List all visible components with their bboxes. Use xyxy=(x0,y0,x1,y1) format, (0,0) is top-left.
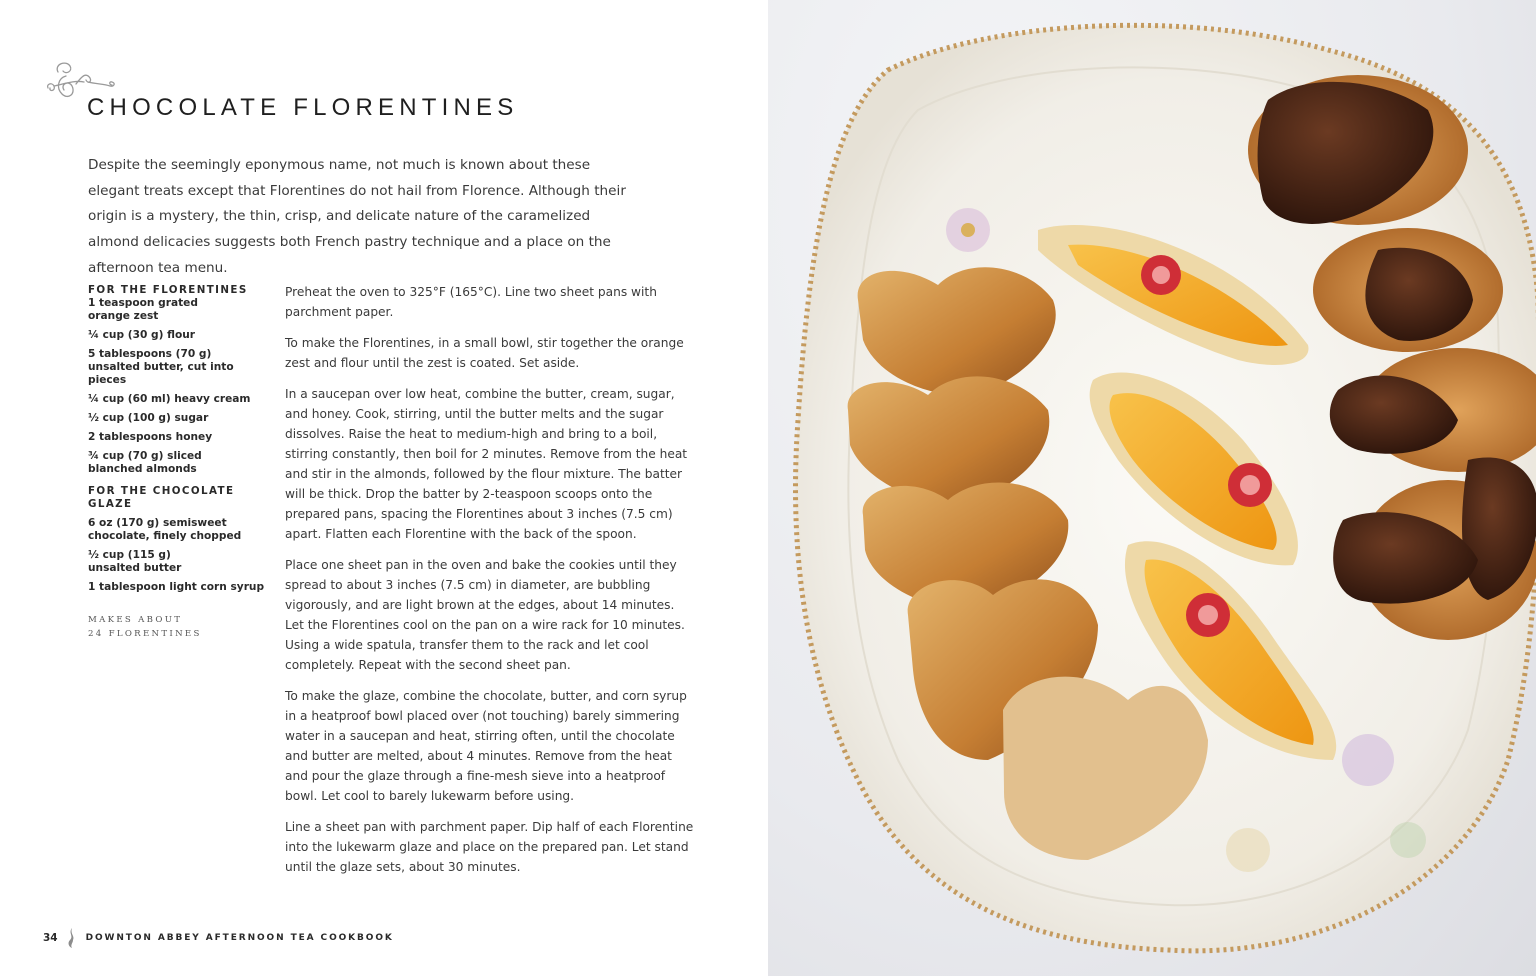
recipe-title: CHOCOLATE FLORENTINES xyxy=(87,94,519,121)
pastry-plate-illustration xyxy=(768,0,1536,976)
method-step: To make the glaze, combine the chocolate, butter, and corn syrup in a heatproof bowl placed over (not touching) barely simmering water in a saucepan and heat, stirring often, until the chocolate and butter are melted, about 4 minutes. Remove from the heat and pour the glaze through a fine-mesh sieve into a heatproof bowl. Let cool to barely lukewarm before using. xyxy=(285,689,687,803)
method-step: In a saucepan over low heat, combine the butter, cream, sugar, and honey. Cook, stirring, until the butter melts and the sugar dissolves. Raise the heat to medium-high and bring to a boil, stirring constantly, then boil for 2 minutes. Remove from the heat and stir in the almonds, followed by the flour mixture. The batter will be thick. Drop the batter by 2-teaspoon scoops onto the prepared pans, spacing the Florentines about 3 inches (7.5 cm) apart. Flatten each Florentine with the back of the spoon. xyxy=(285,387,688,541)
ingredients-list xyxy=(88,284,268,641)
page-footer xyxy=(43,928,394,948)
ingredient-item: ½ cup (115 g) unsalted butter xyxy=(88,549,182,574)
yield-line: MAKES ABOUT xyxy=(88,615,183,625)
ingredient-group-heading: FOR THE CHOCOLATE GLAZE xyxy=(88,485,235,510)
ingredient-item: ¾ cup (70 g) sliced blanched almonds xyxy=(88,450,202,475)
page-number: 34 xyxy=(43,932,58,944)
ingredient-group-florentines xyxy=(88,284,268,476)
ingredient-item: ¼ cup (30 g) flour xyxy=(88,329,196,341)
ingredient-item: ¼ cup (60 ml) heavy cream xyxy=(88,393,251,405)
intro-paragraph: Despite the seemingly eponymous name, not much is known about these elegant treats except that Florentines do not hail from Florence. Although their origin is a mystery, the thin, crisp, and delicate nature of the caramelized almond delicacies suggests both French pastry technique and a place on the afternoon tea menu. xyxy=(88,157,626,276)
yield-note xyxy=(88,614,268,641)
ingredient-item: ½ cup (100 g) sugar xyxy=(88,412,209,424)
method-step: To make the Florentines, in a small bowl, stir together the orange zest and flour until the zest is coated. Set aside. xyxy=(285,336,684,370)
yield-line: 24 FLORENTINES xyxy=(88,628,202,639)
method-step: Place one sheet pan in the oven and bake the cookies until they spread to about 3 inches (7.5 cm) in diameter, are bubbling vigorously, and are light brown at the edges, about 14 minutes. Let the Florentines cool on the pan on a wire rack for 10 minutes. Using a wide spatula, transfer them to the rack and let cool completely. Repeat with the second sheet pan. xyxy=(285,558,685,672)
ingredient-group-heading: FOR THE FLORENTINES xyxy=(88,284,248,296)
ingredient-item: 5 tablespoons (70 g) unsalted butter, cut into pieces xyxy=(88,348,234,386)
method-step: Line a sheet pan with parchment paper. Dip half of each Florentine into the lukewarm glaze and place on the prepared pan. Let stand until the glaze sets, about 30 minutes. xyxy=(285,820,694,874)
ingredient-item: 2 tablespoons honey xyxy=(88,431,213,443)
method-step: Preheat the oven to 325°F (165°C). Line two sheet pans with parchment paper. xyxy=(285,285,657,319)
book-title: DOWNTON ABBEY AFTERNOON TEA COOKBOOK xyxy=(85,933,394,943)
ingredient-item: 1 tablespoon light corn syrup xyxy=(88,581,265,593)
ingredient-item: 1 teaspoon grated orange zest xyxy=(88,297,198,322)
ingredient-item: 6 oz (170 g) semisweet chocolate, finely chopped xyxy=(88,517,242,542)
food-photo xyxy=(768,0,1536,976)
method-steps xyxy=(285,282,695,888)
flame-logo-icon xyxy=(64,927,78,949)
ingredient-group-glaze xyxy=(88,485,268,594)
